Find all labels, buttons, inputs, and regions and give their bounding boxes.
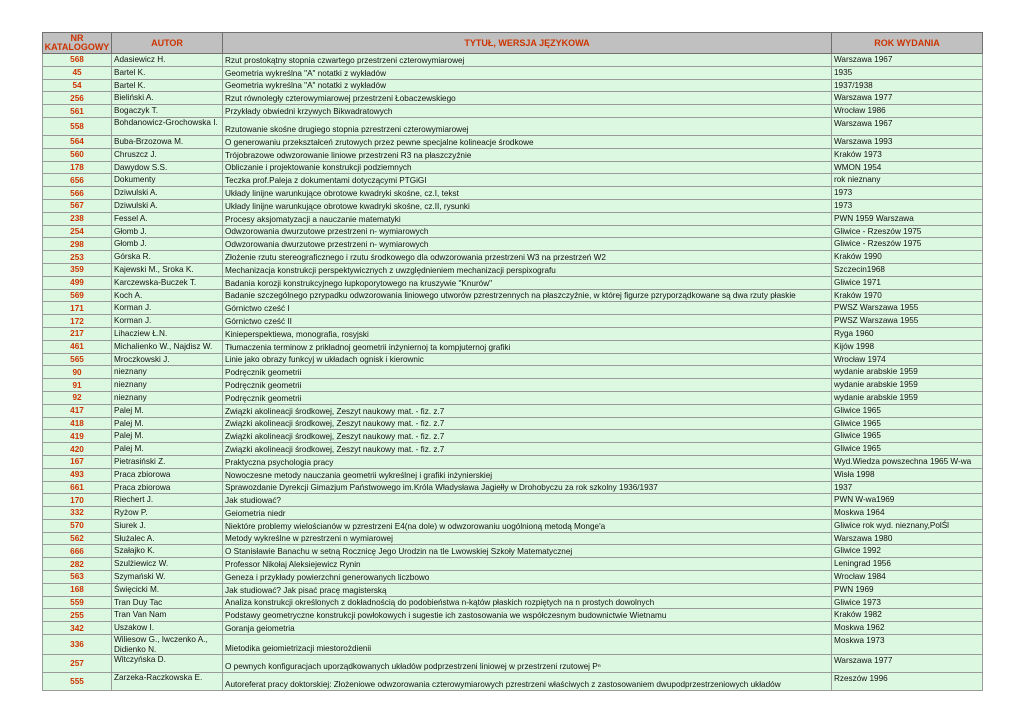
- cell-tytul: Odwzorowania dwurzutowe przestrzeni n- wymiarowych: [223, 238, 832, 251]
- cell-rok: Kraków 1970: [832, 289, 983, 302]
- cell-autor: Fessel A.: [112, 212, 223, 225]
- table-row: [43, 443, 983, 456]
- table-row: [43, 289, 983, 302]
- cell-nr: 559: [43, 596, 112, 609]
- cell-autor: Praca zbiorowa: [112, 481, 223, 494]
- cell-tytul: Układy linijne warunkujące obrotowe kwadryki skośne, cz.II, rysunki: [223, 199, 832, 212]
- cell-nr: 217: [43, 327, 112, 340]
- table-row: [43, 117, 983, 135]
- cell-autor: Adasiewicz H.: [112, 54, 223, 67]
- cell-tytul: O generowaniu przekształceń zrutowych przez pewne specjalne kolineacje środkowe: [223, 135, 832, 148]
- cell-rok: 1935: [832, 66, 983, 79]
- cell-nr: 256: [43, 92, 112, 105]
- cell-rok: Rzeszów 1996: [832, 673, 983, 691]
- cell-tytul: Badanie szczególnego pzrypadku odwzorowania liniowego utworów pzrestrzennych na płaszczyźnie, w której figurze pzryporządkowane są dwa rzuty płaskie: [223, 289, 832, 302]
- table-row: [43, 327, 983, 340]
- header-autor: AUTOR: [112, 33, 223, 54]
- cell-autor: Dokumenty: [112, 174, 223, 187]
- cell-tytul: Nowoczesne metody nauczania geometrii wykreślnej i grafiki inżynierskiej: [223, 468, 832, 481]
- cell-autor: Palej M.: [112, 430, 223, 443]
- cell-autor: Riechert J.: [112, 494, 223, 507]
- table-row: [43, 263, 983, 276]
- cell-nr: 238: [43, 212, 112, 225]
- cell-autor: Dawydow S.S.: [112, 161, 223, 174]
- cell-nr: 568: [43, 54, 112, 67]
- cell-rok: 1937: [832, 481, 983, 494]
- cell-nr: 420: [43, 443, 112, 456]
- cell-nr: 45: [43, 66, 112, 79]
- cell-nr: 461: [43, 340, 112, 353]
- cell-autor: Chruszcz J.: [112, 148, 223, 161]
- cell-nr: 569: [43, 289, 112, 302]
- cell-rok: Kraków 1990: [832, 251, 983, 264]
- table-row: [43, 66, 983, 79]
- cell-tytul: Mechanizacja konstrukcji perspektywicznych z uwzględnieniem mechanizacji perspixografu: [223, 263, 832, 276]
- table-row: [43, 609, 983, 622]
- cell-autor: Karczewska-Buczek T.: [112, 276, 223, 289]
- cell-nr: 178: [43, 161, 112, 174]
- cell-rok: Gliwice 1971: [832, 276, 983, 289]
- cell-tytul: Odwzorowania dwurzutowe przestrzeni n- wymiarowych: [223, 225, 832, 238]
- cell-rok: PWN 1969: [832, 583, 983, 596]
- table-row: [43, 161, 983, 174]
- table-row: [43, 391, 983, 404]
- cell-rok: Gliwice 1992: [832, 545, 983, 558]
- cell-autor: Palej M.: [112, 417, 223, 430]
- cell-tytul: Jak studiować? Jak pisać pracę magisterską: [223, 583, 832, 596]
- catalog-rows: [43, 54, 983, 691]
- cell-rok: Moskwa 1964: [832, 507, 983, 520]
- table-row: [43, 379, 983, 392]
- cell-autor: Buba-Brzozowa M.: [112, 135, 223, 148]
- cell-tytul: Praktyczna psychologia pracy: [223, 455, 832, 468]
- cell-nr: 499: [43, 276, 112, 289]
- table-row: [43, 353, 983, 366]
- cell-tytul: Rzut równoległy czterowymiarowej przestrzeni Łobaczewskiego: [223, 92, 832, 105]
- cell-autor: Szałajko K.: [112, 545, 223, 558]
- header-row: [43, 33, 983, 54]
- cell-rok: wydanie arabskie 1959: [832, 379, 983, 392]
- cell-autor: Bohdanowicz-Grochowska I.: [112, 117, 223, 135]
- cell-tytul: Metody wykreślne w pzrestrzeni n wymiarowej: [223, 532, 832, 545]
- table-row: [43, 622, 983, 635]
- table-row: [43, 532, 983, 545]
- cell-autor: Korman J.: [112, 315, 223, 328]
- cell-nr: 565: [43, 353, 112, 366]
- cell-nr: 54: [43, 79, 112, 92]
- cell-tytul: Rzut prostokątny stopnia czwartego przestrzeni czterowymiarowej: [223, 54, 832, 67]
- cell-nr: 417: [43, 404, 112, 417]
- cell-nr: 359: [43, 263, 112, 276]
- cell-autor: Praca zbiorowa: [112, 468, 223, 481]
- table-row: [43, 545, 983, 558]
- cell-rok: 1973: [832, 199, 983, 212]
- cell-rok: 1937/1938: [832, 79, 983, 92]
- header-rok: ROK WYDANIA: [832, 33, 983, 54]
- cell-autor: Dziwulski A.: [112, 187, 223, 200]
- cell-tytul: Związki akolineacji środkowej, Zeszyt naukowy mat. - fiz. z.7: [223, 404, 832, 417]
- cell-tytul: Złożenie rzutu stereograficznego i rzutu środkowego dla odwzorowania przestrzeni W3 na przestrzeń W2: [223, 251, 832, 264]
- cell-tytul: Linie jako obrazy funkcyj w układach ognisk i kierownic: [223, 353, 832, 366]
- cell-tytul: Autoreferat pracy doktorskiej: Złożeniowe odwzorowania czterowymiarowych pzrestrzeni właściwych z zastosowaniem dwupodprzestrzeniowych układów: [223, 673, 832, 691]
- cell-autor: Bartel K.: [112, 66, 223, 79]
- cell-nr: 562: [43, 532, 112, 545]
- table-row: [43, 135, 983, 148]
- cell-autor: Szulżiewicz W.: [112, 558, 223, 571]
- cell-rok: Ryga 1960: [832, 327, 983, 340]
- cell-autor: nieznany: [112, 379, 223, 392]
- cell-nr: 566: [43, 187, 112, 200]
- cell-autor: Kajewski M., Sroka K.: [112, 263, 223, 276]
- table-row: [43, 455, 983, 468]
- table-row: [43, 238, 983, 251]
- cell-nr: 257: [43, 655, 112, 673]
- cell-tytul: Geneza i przykłady powierzchni generowanych liczbowo: [223, 571, 832, 584]
- cell-autor: Palej M.: [112, 443, 223, 456]
- cell-rok: 1973: [832, 187, 983, 200]
- cell-tytul: Analiza konstrukcji określonych z dokładnością do podobieństwa n-kątów płaskich rozpiętych na n prostych dowolnych: [223, 596, 832, 609]
- cell-tytul: Geiometria niedr: [223, 507, 832, 520]
- cell-rok: Szczecin1968: [832, 263, 983, 276]
- cell-tytul: O pewnych konfiguracjach uporządkowanych układów podprzestrzeni liniowej w przestrzeni rzutowej Pⁿ: [223, 655, 832, 673]
- table-row: [43, 54, 983, 67]
- cell-rok: PWN 1959 Warszawa: [832, 212, 983, 225]
- cell-autor: Zarzeka-Raczkowska E.: [112, 673, 223, 691]
- cell-nr: 560: [43, 148, 112, 161]
- cell-nr: 342: [43, 622, 112, 635]
- cell-nr: 253: [43, 251, 112, 264]
- cell-nr: 167: [43, 455, 112, 468]
- cell-rok: Gliwice - Rzeszów 1975: [832, 225, 983, 238]
- cell-rok: Kraków 1973: [832, 148, 983, 161]
- cell-autor: Głomb J.: [112, 225, 223, 238]
- cell-autor: Uszakow I.: [112, 622, 223, 635]
- cell-nr: 661: [43, 481, 112, 494]
- table-row: [43, 655, 983, 673]
- cell-tytul: Związki akolineacji środkowej, Zeszyt naukowy mat. - fiz. z.7: [223, 417, 832, 430]
- cell-autor: Bieliński A.: [112, 92, 223, 105]
- cell-nr: 419: [43, 430, 112, 443]
- cell-rok: Warszawa 1977: [832, 92, 983, 105]
- cell-nr: 555: [43, 673, 112, 691]
- cell-rok: rok nieznany: [832, 174, 983, 187]
- cell-tytul: Układy linijne warunkujące obrotowe kwadryki skośne, cz.I, tekst: [223, 187, 832, 200]
- cell-tytul: Związki akolineacji środkowej, Zeszyt naukowy mat. - fiz. z.7: [223, 443, 832, 456]
- cell-autor: Głomb J.: [112, 238, 223, 251]
- cell-nr: 336: [43, 635, 112, 655]
- cell-autor: Mroczkowski J.: [112, 353, 223, 366]
- cell-nr: 493: [43, 468, 112, 481]
- cell-tytul: Obliczanie i projektowanie konstrukcji podziemnych: [223, 161, 832, 174]
- cell-nr: 170: [43, 494, 112, 507]
- cell-nr: 656: [43, 174, 112, 187]
- cell-autor: Wiliesow G., Iwczenko A., Didienko N.: [112, 635, 223, 655]
- cell-autor: Koch A.: [112, 289, 223, 302]
- table-row: [43, 79, 983, 92]
- table-row: [43, 519, 983, 532]
- cell-rok: Gliwice rok wyd. nieznany,PolŚl: [832, 519, 983, 532]
- cell-autor: Pietrasiński Z.: [112, 455, 223, 468]
- table-row: [43, 481, 983, 494]
- cell-tytul: Górnictwo cześć I: [223, 302, 832, 315]
- cell-rok: Warszawa 1993: [832, 135, 983, 148]
- cell-nr: 558: [43, 117, 112, 135]
- cell-nr: 90: [43, 366, 112, 379]
- table-row: [43, 199, 983, 212]
- table-row: [43, 583, 983, 596]
- cell-rok: Warszawa 1980: [832, 532, 983, 545]
- cell-autor: Bartel K.: [112, 79, 223, 92]
- cell-nr: 172: [43, 315, 112, 328]
- table-row: [43, 430, 983, 443]
- header-tytul: TYTUŁ, WERSJA JĘZYKOWA: [223, 33, 832, 54]
- cell-nr: 282: [43, 558, 112, 571]
- cell-tytul: O Stanisławie Banachu w setną Rocznicę Jego Urodzin na tle Lwowskiej Szkoły Matematycznej: [223, 545, 832, 558]
- cell-autor: Górska R.: [112, 251, 223, 264]
- table-row: [43, 148, 983, 161]
- cell-rok: WMON 1954: [832, 161, 983, 174]
- cell-nr: 92: [43, 391, 112, 404]
- table-row: [43, 315, 983, 328]
- cell-autor: Święcicki M.: [112, 583, 223, 596]
- cell-rok: Warszawa 1967: [832, 117, 983, 135]
- cell-rok: Gliwice 1965: [832, 404, 983, 417]
- header-nr: NR KATALOGOWY: [43, 33, 112, 54]
- cell-autor: Tran Duy Tac: [112, 596, 223, 609]
- cell-autor: Ryżow P.: [112, 507, 223, 520]
- table-row: [43, 225, 983, 238]
- cell-tytul: Geometria wykreślna "A" notatki z wykładów: [223, 79, 832, 92]
- table-row: [43, 404, 983, 417]
- cell-tytul: Podstawy geometryczne konstrukcji powłokowych i sugestie ich zastosowania we współczesnym budownictwie Wietnamu: [223, 609, 832, 622]
- cell-autor: Palej M.: [112, 404, 223, 417]
- cell-tytul: Trójobrazowe odwzorowanie liniowe przestrzeni R3 na płaszczyźnie: [223, 148, 832, 161]
- cell-nr: 168: [43, 583, 112, 596]
- table-row: [43, 558, 983, 571]
- table-row: [43, 92, 983, 105]
- cell-tytul: Niektóre problemy wieloścіanów w pzrestrzeni E4(na dole) w odwzorowaniu uogólnioną metodą Monge'a: [223, 519, 832, 532]
- cell-rok: Gliwice 1973: [832, 596, 983, 609]
- cell-rok: Wrocław 1984: [832, 571, 983, 584]
- catalog-sheet: [42, 32, 982, 691]
- table-row: [43, 417, 983, 430]
- cell-autor: Szymański W.: [112, 571, 223, 584]
- table-row: [43, 340, 983, 353]
- table-row: [43, 187, 983, 200]
- cell-rok: Kraków 1982: [832, 609, 983, 622]
- cell-autor: Michalienko W., Najdisz W.: [112, 340, 223, 353]
- cell-tytul: Tłumaczenia terminow z prikładnoj geometrii inżyniernoj ta kompjuternoj grafiki: [223, 340, 832, 353]
- cell-rok: Gliwice 1965: [832, 430, 983, 443]
- cell-tytul: Goranja geiometria: [223, 622, 832, 635]
- table-row: [43, 302, 983, 315]
- cell-tytul: Podręcznik geometrii: [223, 366, 832, 379]
- cell-nr: 255: [43, 609, 112, 622]
- cell-tytul: Podręcznik geometrii: [223, 379, 832, 392]
- cell-autor: Witczyńska D.: [112, 655, 223, 673]
- cell-rok: Wrocław 1986: [832, 105, 983, 118]
- cell-rok: Gliwice 1965: [832, 417, 983, 430]
- cell-nr: 298: [43, 238, 112, 251]
- cell-rok: Wrocław 1974: [832, 353, 983, 366]
- cell-autor: Służalec A.: [112, 532, 223, 545]
- cell-autor: Lihacziew Ł.N.: [112, 327, 223, 340]
- table-row: [43, 673, 983, 691]
- cell-rok: Leningrad 1956: [832, 558, 983, 571]
- cell-tytul: Jak studiować?: [223, 494, 832, 507]
- cell-rok: Kijów 1998: [832, 340, 983, 353]
- table-row: [43, 468, 983, 481]
- cell-rok: Warszawa 1977: [832, 655, 983, 673]
- table-row: [43, 366, 983, 379]
- cell-autor: Tran Van Nam: [112, 609, 223, 622]
- cell-tytul: Procesy aksjomatyzacji a nauczanie matematyki: [223, 212, 832, 225]
- cell-autor: Siurek J.: [112, 519, 223, 532]
- cell-nr: 418: [43, 417, 112, 430]
- table-row: [43, 494, 983, 507]
- cell-rok: Moskwa 1962: [832, 622, 983, 635]
- table-row: [43, 212, 983, 225]
- table-row: [43, 596, 983, 609]
- cell-rok: Wyd.Wiedza powszechna 1965 W-wa: [832, 455, 983, 468]
- cell-tytul: Teczka prof.Paleja z dokumentami dotyczącymi PTGiGI: [223, 174, 832, 187]
- catalog-table: [42, 32, 983, 691]
- cell-autor: nieznany: [112, 366, 223, 379]
- cell-tytul: Mietodika geiomietrizacji miestorożdienii: [223, 635, 832, 655]
- cell-tytul: Badania korozji konstrukcyjnego łupkoporytowego na kruszywie "Knurów": [223, 276, 832, 289]
- cell-rok: Gliwice 1965: [832, 443, 983, 456]
- cell-rok: PWN W-wa1969: [832, 494, 983, 507]
- table-row: [43, 174, 983, 187]
- cell-rok: wydanie arabskie 1959: [832, 391, 983, 404]
- cell-nr: 332: [43, 507, 112, 520]
- cell-tytul: Sprawozdanie Dyrekcji Gimazjum Państwowego im.Króla Władysława Jagiełły w Drohobyczu za rok szkolny 1936/1937: [223, 481, 832, 494]
- table-row: [43, 276, 983, 289]
- cell-tytul: Kinieperspektiewa, monografia, rosyjski: [223, 327, 832, 340]
- cell-nr: 254: [43, 225, 112, 238]
- cell-rok: Wisła 1998: [832, 468, 983, 481]
- cell-rok: Gliwice - Rzeszów 1975: [832, 238, 983, 251]
- table-row: [43, 571, 983, 584]
- cell-tytul: Przykłady obwiedni krzywych Bikwadratowych: [223, 105, 832, 118]
- cell-autor: Dziwulski A.: [112, 199, 223, 212]
- table-row: [43, 251, 983, 264]
- cell-tytul: Professor Nikołaj Aleksiejewicz Rynin: [223, 558, 832, 571]
- cell-tytul: Rzutowanie skośne drugiego stopnia pzrestrzeni czterowymiarowej: [223, 117, 832, 135]
- cell-autor: Bogaczyk T.: [112, 105, 223, 118]
- cell-rok: wydanie arabskie 1959: [832, 366, 983, 379]
- cell-autor: nieznany: [112, 391, 223, 404]
- cell-autor: Korman J.: [112, 302, 223, 315]
- cell-rok: PWSZ Warszawa 1955: [832, 302, 983, 315]
- cell-nr: 567: [43, 199, 112, 212]
- cell-tytul: Związki akolineacji środkowej, Zeszyt naukowy mat. - fiz. z.7: [223, 430, 832, 443]
- cell-nr: 570: [43, 519, 112, 532]
- cell-tytul: Górnictwo cześć II: [223, 315, 832, 328]
- cell-nr: 666: [43, 545, 112, 558]
- cell-rok: Warszawa 1967: [832, 54, 983, 67]
- cell-nr: 561: [43, 105, 112, 118]
- cell-tytul: Podręcznik geometrii: [223, 391, 832, 404]
- table-row: [43, 507, 983, 520]
- cell-nr: 564: [43, 135, 112, 148]
- cell-nr: 171: [43, 302, 112, 315]
- cell-rok: PWSZ Warszawa 1955: [832, 315, 983, 328]
- cell-nr: 91: [43, 379, 112, 392]
- cell-nr: 563: [43, 571, 112, 584]
- cell-tytul: Geometria wykreślna "A" notatki z wykładów: [223, 66, 832, 79]
- cell-rok: Moskwa 1973: [832, 635, 983, 655]
- table-row: [43, 105, 983, 118]
- table-row: [43, 635, 983, 655]
